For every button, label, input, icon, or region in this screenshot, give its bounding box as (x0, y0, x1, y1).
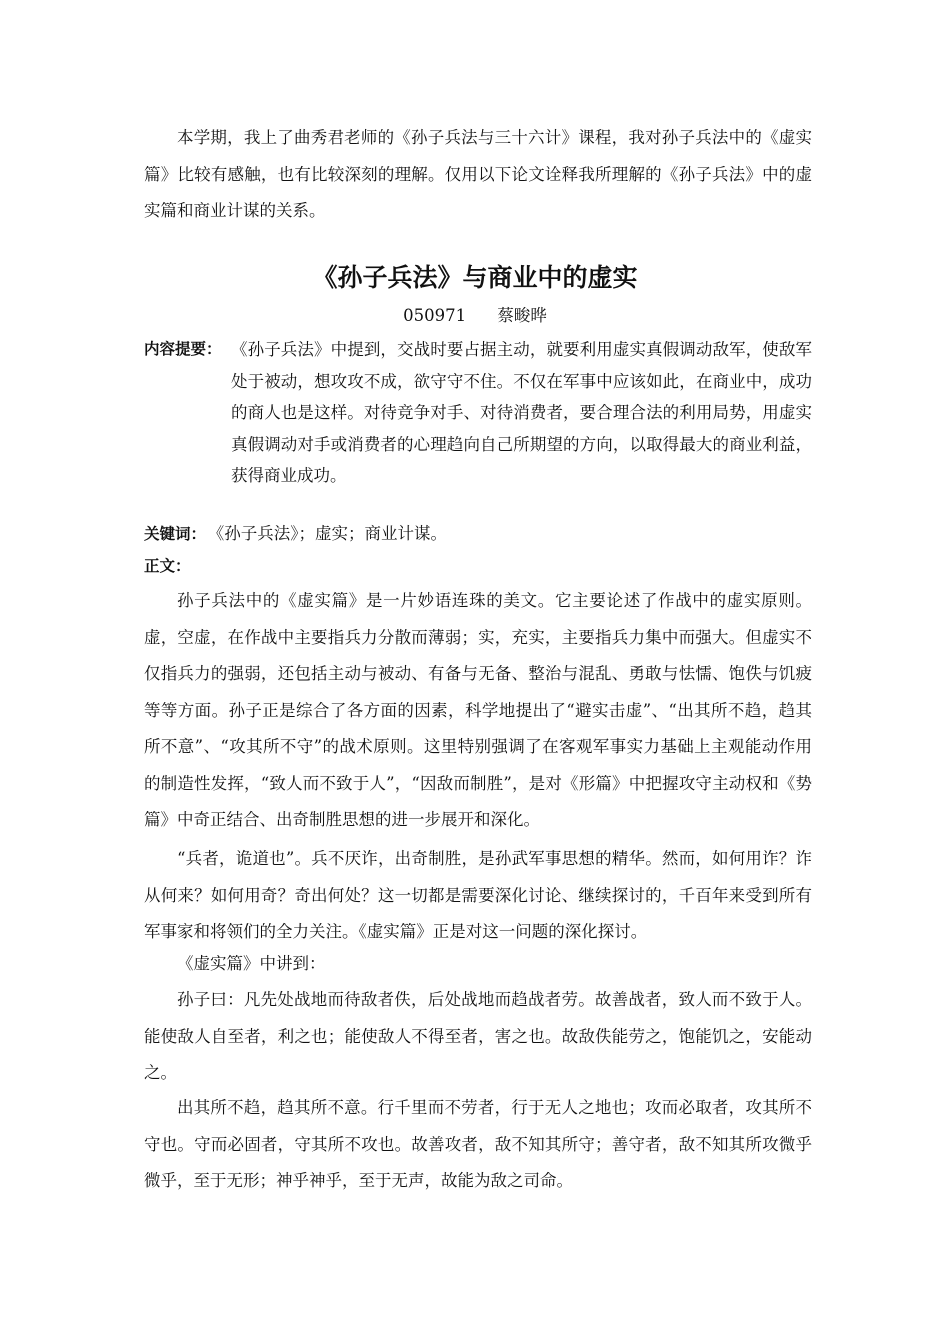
keywords-section (144, 520, 812, 548)
paper-title: 《孙子兵法》与商业中的虚实 (312, 263, 638, 292)
author-name: 蔡畯晔 (497, 306, 547, 325)
intro-paragraph: 本学期，我上了曲秀君老师的《孙子兵法与三十六计》课程，我对孙子兵法中的《虚实篇》比较有感触，也有比较深刻的理解。仅用以下论文诠释我所理解的《孙子兵法》中的虚实篇和商业计谋的关系。 (144, 128, 812, 220)
abstract-section (144, 334, 812, 492)
abstract-label: 内容提要： (144, 340, 222, 358)
student-id: 050971 (403, 306, 467, 325)
quote-paragraph: 孙子曰：凡先处战地而待敌者佚，后处战地而趋战者劳。故善战者，致人而不致于人。能使敌人自至者，利之也；能使敌人不得至者，害之也。故敌佚能劳之，饱能饥之，安能动之。 (144, 990, 812, 1082)
body-paragraph: “兵者，诡道也”。兵不厌诈，出奇制胜，是孙武军事思想的精华。然而，如何用诈？诈从何来？如何用奇？奇出何处？这一切都是需要深化讨论、继续探讨的，千百年来受到所有军事家和将领们的全力关注。《虚实篇》正是对这一问题的深化探讨。 (144, 849, 812, 941)
quote-paragraph: 出其所不趋，趋其所不意。行千里而不劳者，行于无人之地也；攻而必取者，攻其所不守也。守而必固者，守其所不攻也。故善攻者，敌不知其所守；善守者，敌不知其所攻微乎微乎，至于无形；神乎神乎，至于无声，故能为敌之司命。 (144, 1098, 812, 1190)
author-byline (0, 302, 950, 330)
body-label: 正文： (144, 557, 191, 575)
keywords-text: 《孙子兵法》；虚实；商业计谋。 (216, 524, 448, 543)
abstract-text: 《孙子兵法》中提到，交战时要占据主动，就要利用虚实真假调动敌军，使敌军处于被动，想攻攻不成，欲守守不住。不仅在军事中应该如此，在商业中，成功的商人也是这样。对待竞争对手、对待消费者，要合理合法的利用局势，用虚实真假调动对手或消费者的心理趋向自己所期望的方向，以取得最大的商业利益，获得商业成功。 (231, 340, 812, 485)
keywords-label: 关键词： (144, 525, 207, 543)
body-paragraph: 《虚实篇》中讲到： (177, 954, 326, 973)
body-paragraph: 孙子兵法中的《虚实篇》是一片妙语连珠的美文。它主要论述了作战中的虚实原则。虚，空虚，在作战中主要指兵力分散而薄弱；实，充实，主要指兵力集中而强大。但虚实不仅指兵力的强弱，还包括主动与被动、有备与无备、整治与混乱、勇敢与怯懦、饱佚与饥疲等等方面。孙子正是综合了各方面的因素，科学地提出了“避实击虚”、“出其所不趋，趋其所不意”、“攻其所不守”的战术原则。这里特别强调了在客观军事实力基础上主观能动作用的制造性发挥，“致人而不致于人”，“因敌而制胜”，是对《形篇》中把握攻守主动权和《势篇》中奇正结合、出奇制胜思想的进一步展开和深化。 (144, 591, 812, 829)
